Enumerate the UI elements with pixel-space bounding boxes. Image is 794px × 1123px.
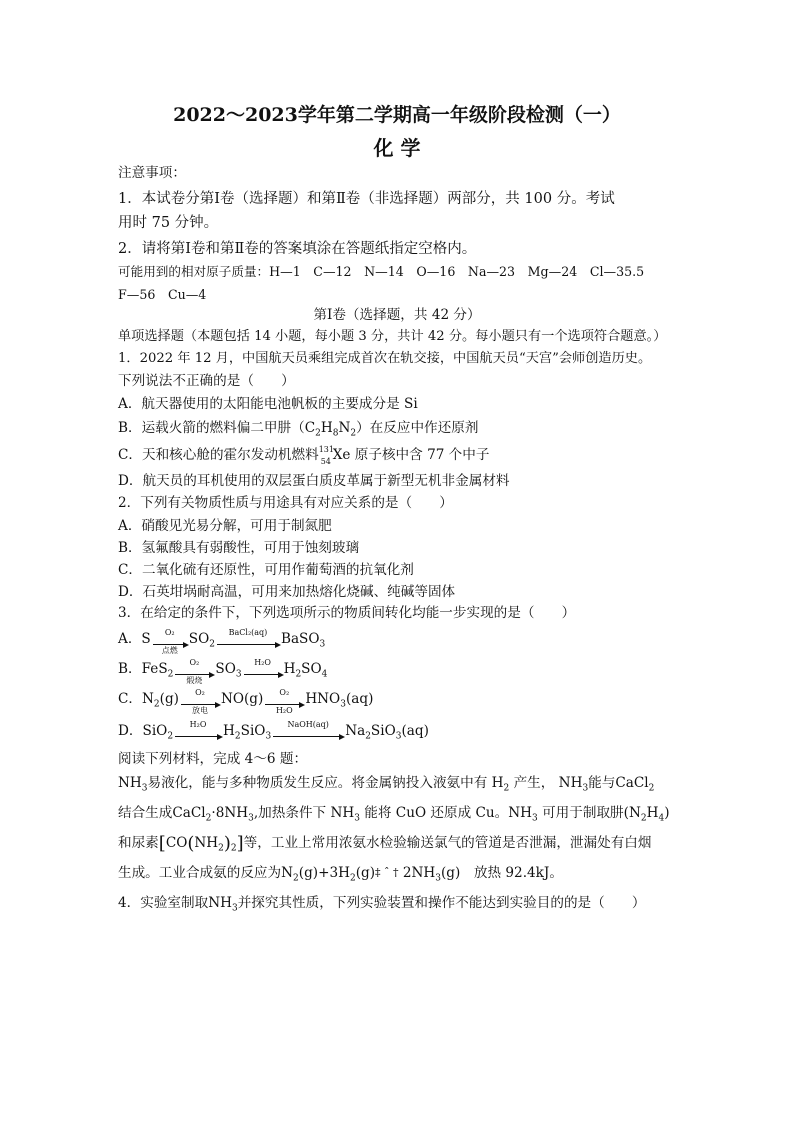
reaction-arrow	[273, 720, 343, 737]
formula-nh3: $NH_3$	[508, 805, 538, 824]
q3-c-label: C．	[118, 691, 142, 707]
reading-text: ,加热条件下	[253, 805, 327, 821]
q2-option-a: A．硝酸见光易分解，可用于制氮肥	[118, 518, 332, 534]
q1-option-b-post: ）在反应中作还原剂	[356, 420, 479, 436]
q2-option-d: D．石英坩埚耐高温，可用来加热熔化烧碱、纯碱等固体	[118, 584, 456, 600]
notes-heading: 注意事项：	[118, 165, 186, 181]
reading-text: 生成。工业合成氨的反应为	[118, 865, 282, 881]
q3-b-label: B．	[118, 661, 142, 677]
q1-stem-b: 下列说法不正确的是（ ）	[118, 373, 295, 389]
q1-option-b-pre: B．运载火箭的燃料偏二甲肼（	[118, 420, 305, 436]
q2-option-c: C．二氧化硫有还原性，可用作葡萄酒的抗氧化剂	[118, 562, 414, 578]
arrow-condition: H₂O	[254, 658, 271, 667]
arrow-condition: O₂	[195, 688, 205, 697]
arrow-condition: NaOH(aq)	[287, 720, 329, 729]
exam-title: 2022～2023学年第二学期高一年级阶段检测（一）	[173, 104, 621, 126]
reading-text: 放热 92.4kJ。	[473, 865, 563, 881]
reading-text: )	[664, 805, 670, 821]
formula-nh3: $NH_3$	[554, 775, 589, 794]
formula-n2h4: $N_2H_4$	[628, 805, 665, 824]
reading-text: 能将 CuO 还原成 Cu。	[364, 805, 509, 821]
arrow-condition: O₂	[189, 658, 200, 667]
reading-heading: 阅读下列材料，完成 4～6 题：	[118, 751, 308, 767]
q3-stem: 3．在给定的条件下，下列选项所示的物质间转化均能一步实现的是（ ）	[118, 605, 576, 621]
reading-line-4	[118, 864, 563, 882]
q3-option-c: C．$N_2(g)$ O₂ 放电 NO(g) O₂ H₂O $HNO_3(aq)$	[118, 688, 374, 715]
arrow-condition: H₂O	[189, 720, 207, 729]
arrow-condition: 点燃	[161, 646, 178, 655]
q4-stem-pre: 4．实验室制取	[118, 895, 209, 911]
arrow-condition: 放电	[191, 706, 208, 715]
reading-text: 等，工业上常用浓氨水检验输送氯气的管道是否泄漏，泄漏处有白烟	[243, 835, 652, 851]
reading-text: 产生，	[513, 775, 555, 791]
q3-d-label: D．	[118, 723, 143, 739]
atomic-masses-b: F—56 Cu—4	[118, 287, 207, 302]
section-1-intro: 单项选择题（本题包括 14 小题，每小题 3 分，共计 42 分。每小题只有一个选项符合题意。）	[118, 329, 667, 344]
reading-line-1	[118, 774, 654, 792]
q1-option-a: A．航天器使用的太阳能电池帆板的主要成分是 Si	[118, 396, 418, 412]
reaction-arrow	[175, 658, 213, 685]
reaction-arrow	[175, 720, 221, 737]
equilibrium-arrow: ‡ ˆ †	[375, 866, 399, 879]
reaction-arrow	[244, 658, 282, 675]
mass-number: 131	[318, 444, 334, 454]
atomic-number: 54	[320, 456, 331, 466]
reaction-arrow	[217, 628, 279, 645]
q1-option-b	[118, 419, 478, 437]
q1-option-d: D．航天员的耳机使用的双层蛋白质皮革属于新型无机非金属材料	[118, 473, 510, 489]
arrow-condition: O₂	[164, 628, 175, 637]
reaction-arrow	[265, 688, 303, 715]
xe-isotope-notation	[318, 444, 334, 466]
arrow-condition: H₂O	[275, 706, 293, 715]
q1-option-c-post: 原子核中含 77 个中子	[350, 447, 490, 463]
q3-option-b: B．FeS$_2$ O₂ 煅烧 $SO_3$ H₂O $H_2SO_4$	[118, 658, 328, 685]
note-1a: 1．本试卷分第Ⅰ卷（选择题）和第Ⅱ卷（非选择题）两部分，共 100 分。考试	[118, 191, 615, 207]
ammonia-synthesis-equation: $N_2(g)+3H_2(g)\ddagger$ ˆ † $2NH_3(g)$	[281, 865, 474, 884]
q4-stem	[118, 894, 646, 912]
reading-text: 可用于制取肼(	[542, 805, 629, 821]
note-1b: 用时 75 分钟。	[118, 215, 219, 231]
subject-title: 化 学	[373, 136, 421, 160]
reading-text: 和尿素	[118, 835, 159, 851]
formula-cacl2-8nh3: $CaCl_2\cdot 8NH_3$	[172, 805, 254, 824]
arrow-condition: O₂	[279, 688, 290, 697]
q1-stem-a: 1．2022 年 12 月，中国航天员乘组完成首次在轨交接，中国航天员“天宫”会师创造历史。	[118, 351, 652, 366]
reaction-arrow	[153, 628, 187, 655]
reading-text: 能与	[588, 775, 616, 791]
reading-line-3	[118, 834, 651, 853]
q2-option-b: B．氢氟酸具有弱酸性，可用于蚀刻玻璃	[118, 540, 360, 556]
formula-urea: $[CO(NH_2)_2]$	[158, 833, 244, 854]
reading-text: 结合生成	[118, 805, 173, 821]
formula-c2h8n2: $C_2H_8N_2$	[304, 420, 357, 439]
arrow-condition: 煅烧	[186, 676, 203, 685]
q3-a-label: A．	[118, 631, 142, 647]
note-2: 2．请将第Ⅰ卷和第Ⅱ卷的答案填涂在答题纸指定空格内。	[118, 241, 477, 257]
reading-line-2	[118, 804, 670, 822]
reading-text: 易液化，能与多种物质发生反应。将金属钠投入液氨中有	[147, 775, 488, 791]
formula-h2: $H_2$	[487, 775, 510, 794]
formula-nh3: $NH_3$	[208, 895, 238, 914]
q2-stem: 2．下列有关物质性质与用途具有对应关系的是（ ）	[118, 495, 453, 511]
q1-option-c-pre: C．天和核心舱的霍尔发动机燃料	[118, 447, 319, 463]
q3-option-d: D．SiO$_2$ H₂O $H_2SiO_3$ NaOH(aq) $Na_2SiO_3(aq)$	[118, 720, 429, 742]
section-1-title: 第Ⅰ卷（选择题，共 42 分）	[313, 307, 481, 323]
q3-option-a: A．S O₂ 点燃 $SO_2$ BaCl₂(aq) BaSO$_3$	[118, 628, 326, 655]
reaction-arrow	[181, 688, 219, 715]
formula-cacl2: CaCl$_2$	[615, 775, 655, 794]
arrow-condition: BaCl₂(aq)	[228, 628, 268, 637]
q4-stem-post: 并探究其性质，下列实验装置和操作不能达到实验目的的是（ ）	[237, 895, 646, 911]
formula-nh3: $NH_3$	[326, 805, 360, 824]
formula-nh3: $NH_3$	[118, 775, 148, 794]
q1-option-c	[118, 446, 489, 464]
atomic-masses-a: 可能用到的相对原子质量：H—1 C—12 N—14 O—16 Na—23 Mg—24 Cl—35.5	[118, 264, 645, 279]
xe-symbol: Xe	[332, 447, 351, 463]
